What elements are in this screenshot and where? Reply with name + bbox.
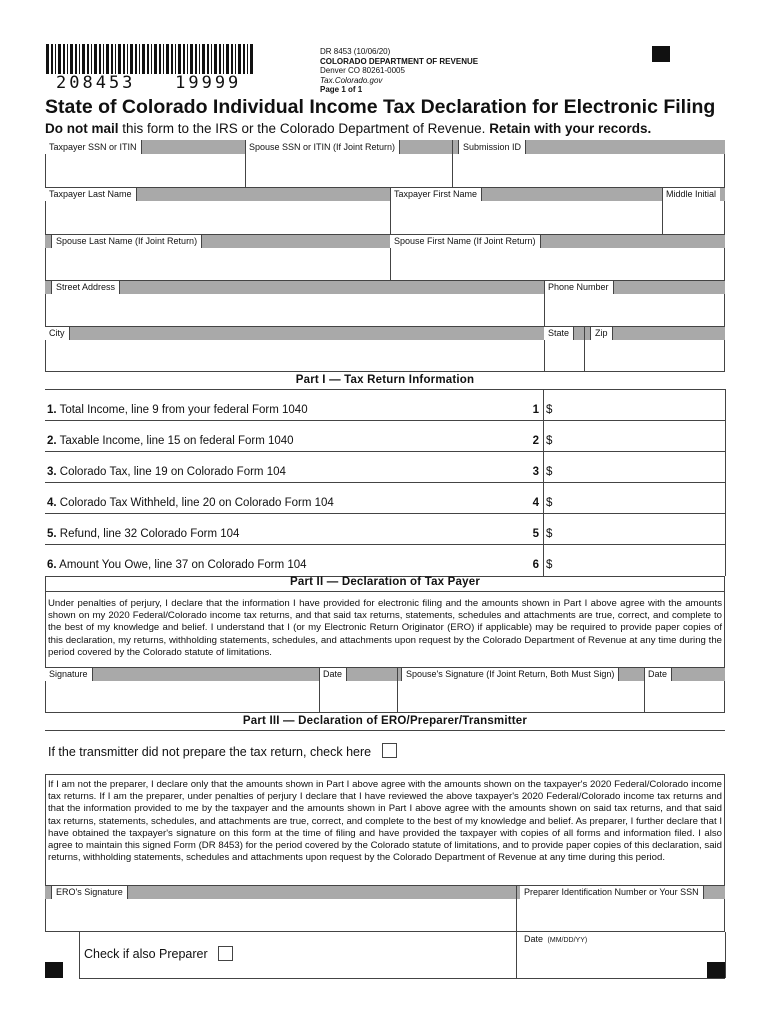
street-address-label: Street Address	[51, 280, 120, 294]
barcode-bar	[75, 44, 77, 74]
instruction-text: this form to the IRS or the Colorado Department of Revenue.	[118, 121, 490, 136]
page-number: Page 1 of 1	[320, 85, 363, 94]
part1-line-label	[47, 466, 286, 478]
part2-title: Part II — Declaration of Tax Payer	[289, 576, 480, 588]
also-preparer-label: Check if also Preparer	[84, 947, 208, 961]
last-name-label: Taxpayer Last Name	[45, 187, 137, 201]
barcode-bar	[250, 44, 253, 74]
part1-line-number: 1	[532, 404, 539, 416]
form-id: DR 8453 (10/06/20)	[320, 47, 391, 56]
part1-line-number: 2	[532, 435, 539, 447]
part2-declaration-text: Under penalties of perjury, I declare that the information I have provided for electronic filing and the amounts shown in Part I above agree with the amounts shown on my 2020 Federal/Colorado income tax returns, and that said tax returns, statements, schedules and attachments are true, correct, and complete to the best of my knowledge and belief. I understand that I (or my Electronic Return Originator (ERO) if applicable) may be required to provide paper copies of this declaration, my returns, withholding statements, schedules, and attachments upon request by the Colorado Department of Revenue at any time during the period covered by the Colorado statute of limitations.	[48, 598, 722, 658]
transmitter-checkbox[interactable]	[382, 743, 397, 758]
part1-line-text: Colorado Tax, line 19 on Colorado Form 104	[56, 466, 286, 478]
part1-line-number: 3	[532, 466, 539, 478]
spouse-ssn-label-bar	[245, 140, 452, 154]
phone-number-input[interactable]	[545, 295, 724, 325]
preparer-id-input[interactable]	[517, 900, 724, 931]
part1-line-prefix: 5.	[47, 528, 57, 540]
barcode-bar	[243, 44, 245, 74]
barcode-bar	[214, 44, 217, 74]
taxpayer-ssn-label-bar	[45, 140, 245, 154]
part1-line-text: Refund, line 32 Colorado Form 104	[56, 528, 240, 540]
first-name-label-bar	[390, 187, 662, 201]
spouse-last-name-label-bar	[45, 234, 390, 248]
part1-dollar-sign: $	[546, 559, 553, 571]
taxpayer-ssn-label: Taxpayer SSN or ITIN	[45, 140, 142, 154]
barcode-bar	[190, 44, 193, 74]
barcode-bar	[46, 44, 49, 74]
spouse-signature-input[interactable]	[398, 682, 643, 712]
submission-id-label-bar	[452, 140, 725, 154]
last-name-label-bar	[45, 187, 390, 201]
barcode-bar	[235, 44, 236, 74]
barcode-bar	[82, 44, 85, 74]
part1-dollar-sign: $	[546, 435, 553, 447]
part1-dollar-sign: $	[546, 528, 553, 540]
department-address: Denver CO 80261-0005	[320, 66, 405, 75]
barcode-bar	[70, 44, 73, 74]
barcode-bar	[219, 44, 221, 74]
barcode-bar	[130, 44, 133, 74]
barcode-bar	[67, 44, 68, 74]
divider	[45, 234, 725, 235]
first-name-label: Taxpayer First Name	[390, 187, 482, 201]
barcode-bar	[166, 44, 169, 74]
ero-signature-label-bar	[45, 885, 516, 899]
last-name-input[interactable]	[46, 202, 389, 233]
divider	[45, 885, 725, 886]
signature-label: Signature	[45, 667, 93, 681]
divider	[45, 280, 725, 281]
barcode-bar	[211, 44, 212, 74]
spouse-signature-label: Spouse's Signature (If Joint Return, Both Must Sign)	[401, 667, 619, 681]
barcode-bar	[63, 44, 65, 74]
barcode-bar	[151, 44, 152, 74]
form-header-info	[320, 47, 478, 95]
barcode-bar	[139, 44, 140, 74]
barcode-bar	[154, 44, 157, 74]
part1-amount-input[interactable]	[556, 390, 724, 419]
barcode-bar	[159, 44, 161, 74]
barcode-bar	[183, 44, 185, 74]
part1-line-text: Total Income, line 9 from your federal Form 1040	[56, 404, 308, 416]
barcode-bar	[135, 44, 137, 74]
city-label-bar	[45, 326, 544, 340]
spouse-ssn-label: Spouse SSN or ITIN (If Joint Return)	[245, 140, 400, 154]
part1-amount-input[interactable]	[556, 421, 724, 450]
barcode-bar	[238, 44, 241, 74]
barcode	[46, 44, 254, 74]
also-preparer-checkbox[interactable]	[218, 946, 233, 961]
part1-line-prefix: 4.	[47, 497, 57, 509]
divider	[45, 667, 725, 668]
spouse-first-name-label: Spouse First Name (If Joint Return)	[390, 234, 541, 248]
date-label-bar	[319, 667, 397, 681]
barcode-bar	[178, 44, 181, 74]
first-name-input[interactable]	[391, 202, 661, 233]
barcode-bar	[99, 44, 101, 74]
barcode-bar	[118, 44, 121, 74]
part1-amount-input[interactable]	[556, 452, 724, 481]
barcode-bar	[123, 44, 125, 74]
submission-id-input[interactable]	[453, 155, 724, 186]
part1-amount-input[interactable]	[556, 514, 724, 543]
form-instructions	[45, 121, 651, 136]
barcode-bar	[147, 44, 149, 74]
middle-initial-label: Middle Initial	[662, 187, 720, 201]
preparer-date-input[interactable]	[517, 947, 724, 977]
spouse-signature-label-bar	[397, 667, 644, 681]
barcode-bar	[199, 44, 200, 74]
spouse-date-input[interactable]	[645, 682, 724, 712]
date-label: Date	[319, 667, 347, 681]
part1-line-number: 5	[532, 528, 539, 540]
street-address-input[interactable]	[46, 295, 543, 325]
ero-signature-label: ERO's Signature	[51, 885, 128, 899]
preparer-date-label-wrap	[520, 932, 591, 946]
date-mmddyy-label-bar	[516, 932, 725, 946]
barcode-bar	[231, 44, 233, 74]
barcode-bar	[171, 44, 173, 74]
middle-initial-label-bar	[662, 187, 725, 201]
barcode-number: 208453 19999	[56, 73, 242, 93]
spouse-ssn-input[interactable]	[246, 155, 451, 186]
barcode-bar	[111, 44, 113, 74]
part1-line-label	[47, 528, 239, 540]
preparer-date-format: (MM/DD/YY)	[547, 937, 588, 944]
divider	[79, 978, 725, 979]
department-name: COLORADO DEPARTMENT OF REVENUE	[320, 56, 479, 66]
part1-line-prefix: 1.	[47, 404, 57, 416]
zip-label-bar	[584, 326, 725, 340]
signature-input[interactable]	[46, 682, 318, 712]
department-website: Tax.Colorado.gov	[320, 75, 383, 85]
part1-line-text: Colorado Tax Withheld, line 20 on Colorado Form 104	[56, 497, 334, 509]
phone-number-label: Phone Number	[544, 280, 614, 294]
barcode-bar	[51, 44, 53, 74]
spouse-last-name-label: Spouse Last Name (If Joint Return)	[51, 234, 202, 248]
ero-signature-input[interactable]	[46, 900, 515, 931]
divider	[725, 389, 726, 576]
barcode-bar	[247, 44, 248, 74]
barcode-bar	[127, 44, 128, 74]
part1-line-label	[47, 497, 334, 509]
taxpayer-ssn-input[interactable]	[46, 155, 244, 186]
part1-line-text: Taxable Income, line 15 on federal Form 1040	[56, 435, 294, 447]
preparer-id-label-bar	[516, 885, 725, 899]
zip-input[interactable]	[585, 341, 724, 371]
part1-line-text: Amount You Owe, line 37 on Colorado Form 104	[56, 559, 307, 571]
part1-line-prefix: 2.	[47, 435, 57, 447]
zip-label: Zip	[590, 326, 613, 340]
signature-label-bar	[45, 667, 319, 681]
barcode-bar	[94, 44, 97, 74]
barcode-bar	[87, 44, 89, 74]
part1-dollar-sign: $	[546, 497, 553, 509]
barcode-bar	[79, 44, 80, 74]
part1-amount-input[interactable]	[556, 483, 724, 512]
submission-id-label: Submission ID	[458, 140, 526, 154]
instruction-do-not-mail: Do not mail	[45, 121, 119, 136]
spouse-first-name-input[interactable]	[391, 249, 724, 279]
middle-initial-input[interactable]	[663, 202, 724, 233]
part1-line-number: 6	[532, 559, 539, 571]
part3-title: Part III — Declaration of ERO/Preparer/Transmitter	[242, 715, 528, 727]
city-input[interactable]	[46, 341, 543, 371]
divider	[45, 187, 725, 188]
divider	[725, 932, 726, 978]
transmitter-check-label: If the transmitter did not prepare the tax return, check here	[48, 745, 372, 759]
registration-mark-bottom-left	[45, 962, 63, 978]
preparer-id-label: Preparer Identification Number or Your SSN	[520, 885, 704, 899]
part1-line-number: 4	[532, 497, 539, 509]
date-input[interactable]	[320, 682, 396, 712]
state-label: State	[544, 326, 574, 340]
barcode-bar	[207, 44, 209, 74]
barcode-bar	[202, 44, 205, 74]
part1-amount-input[interactable]	[556, 545, 724, 574]
spouse-date-label: Date	[644, 667, 672, 681]
phone-label-bar	[544, 280, 725, 294]
part1-line-prefix: 3.	[47, 466, 57, 478]
part1-line-prefix: 6.	[47, 559, 57, 571]
state-input[interactable]	[545, 341, 583, 371]
barcode-bar	[58, 44, 61, 74]
part3-declaration-text: If I am not the preparer, I declare only that the amounts shown in Part I above agree with the amounts shown on the taxpayer's 2020 Federal/Colorado income tax returns. If I am the preparer, under penalties of perjury I declare that I have reviewed the above taxpayer's 2020 Federal/Colorado income tax returns and that the information provided to me by the taxpayer and the amounts shown in Part I above agree with the amounts shown on said tax returns, and that said tax returns, statements, schedules, and attachments are true, correct, and complete to the best of my knowledge and belief. As preparer, I further declare that I have obtained the taxpayer's signature on this form at the time of filing and have provided the taxpayer with copies of all forms and information filed. I also agree to maintain this signed Form (DR 8453) for the period covered by the Colorado statute of limitations, and to provide paper copies of this declaration, said returns, withholding statements, schedules and attachments upon request by the Colorado Department of Revenue at any time during this period.	[48, 779, 722, 864]
part1-dollar-sign: $	[546, 466, 553, 478]
preparer-date-label: Date	[524, 934, 544, 944]
form-title: State of Colorado Individual Income Tax Declaration for Electronic Filing	[45, 96, 716, 118]
divider	[45, 326, 725, 327]
barcode-bar	[163, 44, 164, 74]
state-label-bar	[544, 326, 584, 340]
divider	[79, 932, 80, 978]
barcode-bar	[103, 44, 104, 74]
part1-line-label	[47, 559, 307, 571]
barcode-bar	[195, 44, 197, 74]
barcode-bar	[223, 44, 224, 74]
barcode-bar	[142, 44, 145, 74]
barcode-bar	[187, 44, 188, 74]
barcode-bar	[115, 44, 116, 74]
barcode-bar	[91, 44, 92, 74]
spouse-date-label-bar	[644, 667, 725, 681]
divider	[45, 591, 725, 592]
part1-title: Part I — Tax Return Information	[295, 374, 475, 386]
barcode-bar	[175, 44, 176, 74]
part1-line-label	[47, 435, 294, 447]
instruction-retain: Retain with your records.	[489, 121, 652, 136]
barcode-bar	[226, 44, 229, 74]
registration-mark-top-right	[652, 46, 670, 62]
city-label: City	[45, 326, 70, 340]
spouse-last-name-input[interactable]	[46, 249, 389, 279]
street-label-bar	[45, 280, 544, 294]
part1-dollar-sign: $	[546, 404, 553, 416]
barcode-bar	[106, 44, 109, 74]
barcode-bar	[55, 44, 56, 74]
part1-line-label	[47, 404, 308, 416]
divider	[45, 730, 725, 731]
spouse-first-name-label-bar	[390, 234, 725, 248]
